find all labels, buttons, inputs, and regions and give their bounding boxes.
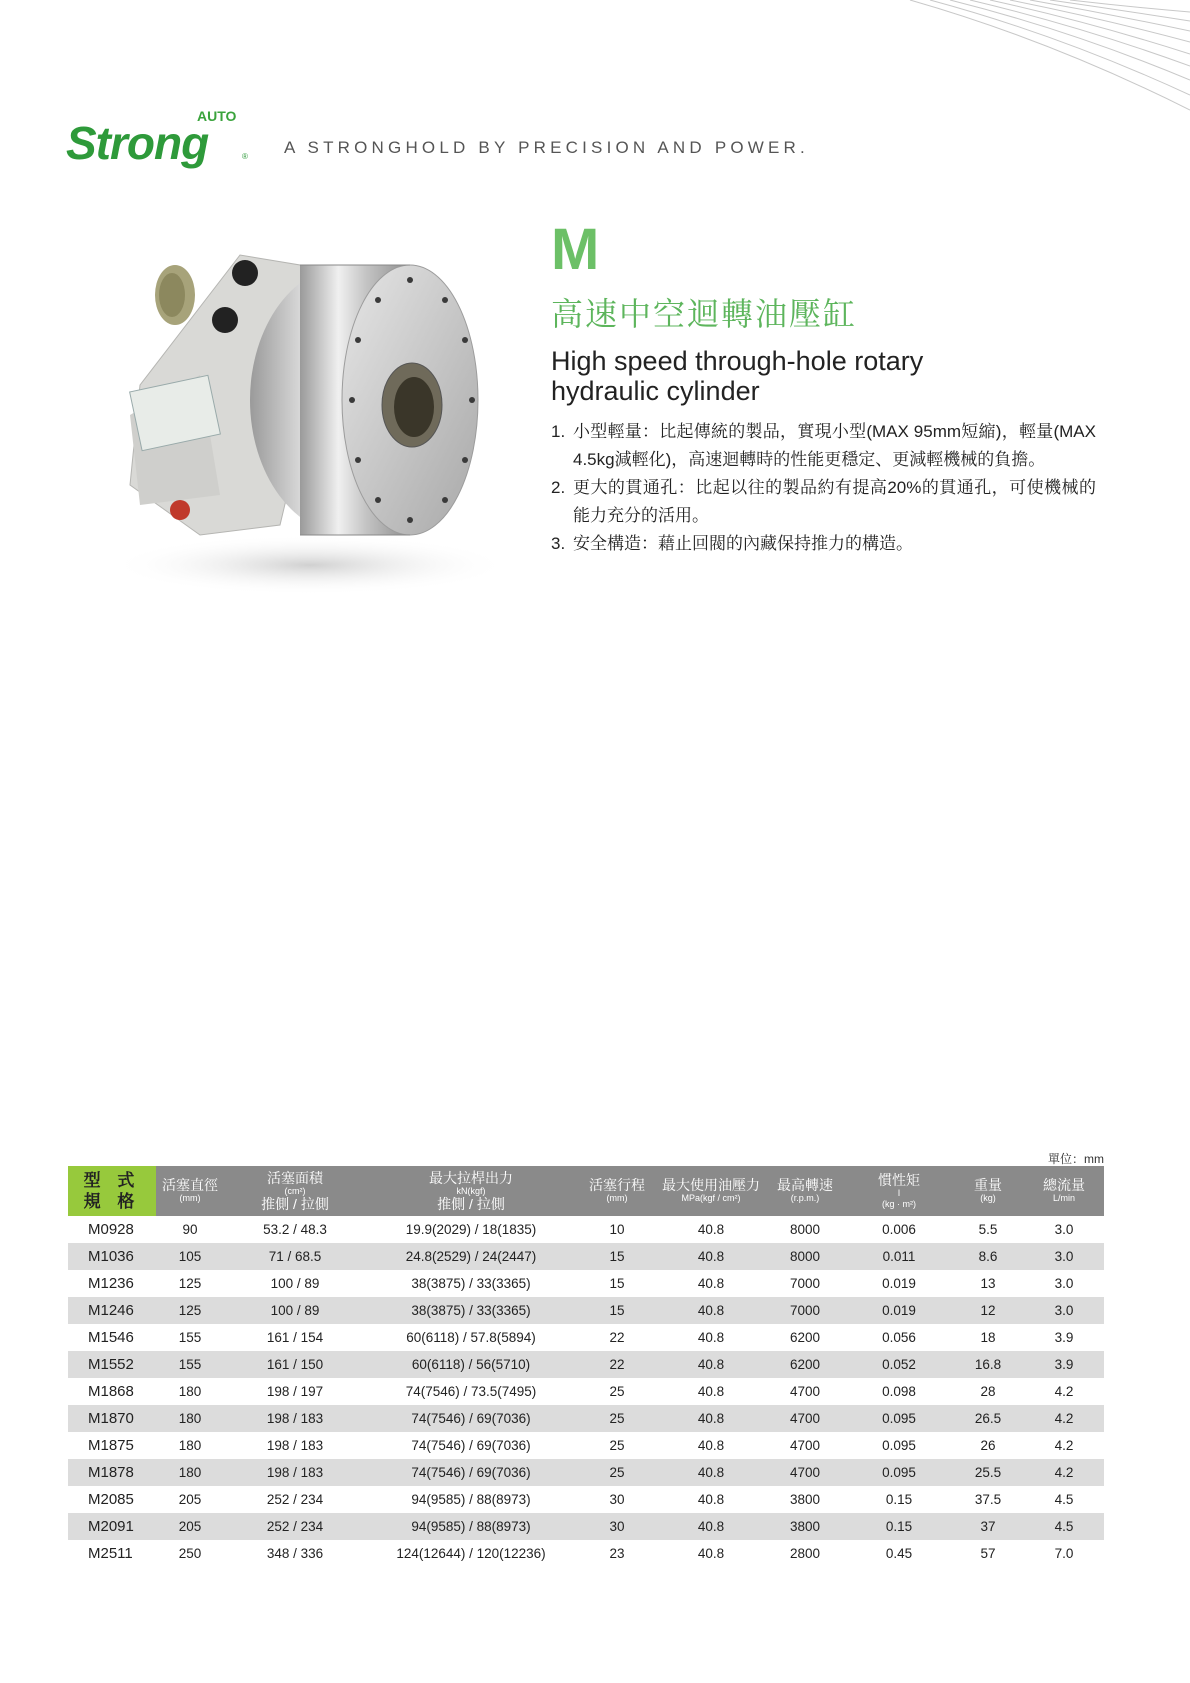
cell-speed: 4700	[789, 1384, 821, 1399]
table-row	[68, 1324, 1104, 1351]
header-flow	[1024, 1166, 1104, 1216]
cell-flow: 3.0	[1054, 1276, 1074, 1291]
brand-tagline: A STRONGHOLD BY PRECISION AND POWER.	[284, 138, 809, 157]
header-model	[68, 1166, 156, 1216]
header-max-force-unit: kN(kgf)	[456, 1185, 486, 1196]
cell-flow: 3.9	[1054, 1330, 1074, 1345]
cell-model: M1878	[68, 1459, 156, 1486]
cell-speed: 7000	[789, 1276, 821, 1291]
cell-stroke: 25	[609, 1438, 625, 1453]
cell-max-force: 38(3875) / 33(3365)	[411, 1276, 531, 1291]
header-model-line2: 規 格	[83, 1192, 141, 1211]
cell-weight: 18	[980, 1330, 996, 1345]
cell-model: M1546	[88, 1329, 134, 1346]
table-row	[68, 1432, 1104, 1459]
cell-pressure: 40.8	[697, 1222, 725, 1237]
header-pressure-unit: MPa(kgf / cm²)	[681, 1193, 741, 1203]
cell-pressure: 40.8	[658, 1513, 764, 1540]
cell-model: M1036	[68, 1243, 156, 1270]
table-row	[68, 1243, 1104, 1270]
header-stroke	[576, 1166, 658, 1216]
cell-model: M1875	[88, 1437, 134, 1454]
cell-model: M0928	[88, 1221, 134, 1238]
cell-pressure: 40.8	[697, 1492, 725, 1507]
cell-piston-area: 53.2 / 48.3	[263, 1222, 327, 1237]
header-speed-unit: (r.p.m.)	[790, 1193, 820, 1203]
feature-number: 1.	[551, 422, 566, 441]
cell-piston-dia: 205	[178, 1492, 202, 1507]
header-max-force	[366, 1166, 576, 1216]
cell-flow: 3.0	[1024, 1243, 1104, 1270]
cell-piston-area: 252 / 234	[266, 1492, 324, 1507]
table-row	[68, 1405, 1104, 1432]
cell-piston-dia: 250	[178, 1546, 202, 1561]
cell-max-force: 24.8(2529) / 24(2447)	[366, 1243, 576, 1270]
header-max-force-label: 最大拉桿出力	[429, 1169, 513, 1186]
cell-stroke: 30	[576, 1513, 658, 1540]
cell-flow: 4.5	[1054, 1492, 1074, 1507]
cell-inertia: 0.15	[846, 1513, 952, 1540]
cell-pressure: 40.8	[658, 1297, 764, 1324]
cell-pressure: 40.8	[697, 1384, 725, 1399]
cell-max-force: 94(9585) / 88(8973)	[366, 1513, 576, 1540]
cell-piston-area: 100 / 89	[224, 1297, 366, 1324]
cell-piston-area: 161 / 154	[266, 1330, 324, 1345]
header-pressure	[658, 1166, 764, 1216]
table-row	[68, 1297, 1104, 1324]
table-row	[68, 1378, 1104, 1405]
cell-piston-area: 198 / 183	[224, 1405, 366, 1432]
table-row	[68, 1270, 1104, 1297]
cell-flow: 4.2	[1024, 1405, 1104, 1432]
header-model-line1: 型 式	[83, 1171, 141, 1190]
header-piston-area-unit: (cm²)	[284, 1185, 306, 1196]
cell-model: M1552	[68, 1351, 156, 1378]
product-image	[100, 235, 540, 615]
header-piston-dia-label: 活塞直徑	[162, 1177, 218, 1193]
cell-speed: 8000	[764, 1243, 846, 1270]
brand-logo	[66, 104, 256, 170]
cell-model: M2511	[88, 1545, 133, 1562]
cell-weight: 57	[980, 1546, 996, 1561]
cell-weight: 12	[952, 1297, 1024, 1324]
cell-stroke: 25	[576, 1405, 658, 1432]
cell-model: M1870	[68, 1405, 156, 1432]
feature-number: 3.	[551, 534, 566, 553]
cell-max-force: 74(7546) / 69(7036)	[411, 1438, 531, 1453]
cell-inertia: 0.095	[846, 1405, 952, 1432]
cell-speed: 6200	[764, 1351, 846, 1378]
header-weight	[952, 1166, 1024, 1216]
cell-stroke: 15	[576, 1243, 658, 1270]
cell-pressure: 40.8	[697, 1276, 725, 1291]
cell-speed: 6200	[789, 1330, 821, 1345]
cell-stroke: 25	[576, 1459, 658, 1486]
cell-model: M2091	[68, 1513, 156, 1540]
cell-model: M1236	[88, 1275, 134, 1292]
cell-stroke: 15	[609, 1276, 625, 1291]
cell-speed: 3800	[789, 1492, 821, 1507]
cell-pressure: 40.8	[697, 1330, 725, 1345]
product-title-en: High speed through-hole rotary hydraulic cylinder	[551, 346, 924, 406]
cell-max-force: 60(6118) / 56(5710)	[366, 1351, 576, 1378]
cell-weight: 25.5	[952, 1459, 1024, 1486]
cell-pressure: 40.8	[697, 1546, 725, 1561]
cell-speed: 4700	[764, 1459, 846, 1486]
cell-stroke: 15	[576, 1297, 658, 1324]
cell-pressure: 40.8	[658, 1243, 764, 1270]
cell-inertia: 0.056	[882, 1330, 916, 1345]
cell-inertia: 0.098	[882, 1384, 916, 1399]
cell-speed: 4700	[789, 1438, 821, 1453]
feature-list	[551, 418, 1096, 558]
cell-weight: 13	[980, 1276, 996, 1291]
decorative-arcs	[890, 0, 1190, 120]
cell-model: M2085	[88, 1491, 134, 1508]
cell-piston-dia: 180	[178, 1438, 202, 1453]
feature-item	[551, 530, 1096, 558]
cell-piston-dia: 205	[156, 1513, 224, 1540]
cell-piston-dia: 180	[156, 1405, 224, 1432]
product-title-zh: 高速中空迴轉油壓缸	[551, 296, 858, 332]
header-stroke-label: 活塞行程	[589, 1177, 645, 1193]
feature-number: 2.	[551, 478, 566, 497]
table-row	[68, 1351, 1104, 1378]
header-speed	[764, 1166, 846, 1216]
cell-speed: 3800	[764, 1513, 846, 1540]
header-piston-dia	[156, 1166, 224, 1216]
cell-max-force: 38(3875) / 33(3365)	[366, 1297, 576, 1324]
table-unit-note: 單位：mm	[1048, 1152, 1104, 1166]
cell-piston-dia: 125	[178, 1276, 202, 1291]
cell-speed: 8000	[789, 1222, 821, 1237]
table-row	[68, 1459, 1104, 1486]
cell-weight: 16.8	[952, 1351, 1024, 1378]
logo-wordmark: Strong	[66, 117, 209, 169]
header-weight-label: 重量	[974, 1177, 1002, 1193]
logo-registered-mark: ®	[242, 152, 248, 161]
feature-text: 小型輕量：比起傳統的製品，實現小型(MAX 95mm短縮)，輕量(MAX 4.5kg減輕化)，高速迴轉時的性能更穩定、更減輕機械的負擔。	[573, 422, 1096, 469]
feature-item	[551, 474, 1096, 530]
product-model: M	[551, 217, 600, 282]
cell-inertia: 0.019	[882, 1276, 916, 1291]
cell-flow: 3.0	[1054, 1222, 1074, 1237]
table-row	[68, 1486, 1104, 1513]
cell-inertia: 0.006	[882, 1222, 916, 1237]
logo-auto-text: AUTO	[197, 108, 237, 124]
cell-weight: 8.6	[952, 1243, 1024, 1270]
cell-piston-dia: 90	[182, 1222, 198, 1237]
cell-stroke: 25	[609, 1384, 625, 1399]
cell-pressure: 40.8	[658, 1405, 764, 1432]
cell-inertia: 0.019	[846, 1297, 952, 1324]
cell-weight: 26	[980, 1438, 996, 1453]
cell-weight: 37.5	[974, 1492, 1002, 1507]
cell-inertia: 0.095	[882, 1438, 916, 1453]
cell-stroke: 10	[609, 1222, 625, 1237]
cell-stroke: 30	[609, 1492, 625, 1507]
cell-max-force: 74(7546) / 73.5(7495)	[405, 1384, 537, 1399]
cell-max-force: 74(7546) / 69(7036)	[366, 1405, 576, 1432]
cell-pressure: 40.8	[697, 1438, 725, 1453]
table-row	[68, 1513, 1104, 1540]
cell-flow: 7.0	[1054, 1546, 1074, 1561]
cell-max-force: 74(7546) / 69(7036)	[366, 1459, 576, 1486]
header-piston-area-sub: 推側 / 拉側	[261, 1195, 329, 1212]
table-row	[68, 1540, 1104, 1567]
cell-flow: 3.9	[1024, 1351, 1104, 1378]
cell-pressure: 40.8	[658, 1351, 764, 1378]
cell-flow: 4.2	[1054, 1384, 1074, 1399]
cell-piston-area: 71 / 68.5	[224, 1243, 366, 1270]
cell-max-force: 124(12644) / 120(12236)	[396, 1546, 546, 1561]
feature-text: 更大的貫通孔：比起以往的製品約有提高20%的貫通孔，可使機械的能力充分的活用。	[573, 478, 1096, 525]
cell-stroke: 23	[609, 1546, 625, 1561]
cell-weight: 28	[980, 1384, 996, 1399]
header-flow-label: 總流量	[1043, 1177, 1085, 1193]
cell-inertia: 0.15	[885, 1492, 913, 1507]
cell-piston-dia: 125	[156, 1297, 224, 1324]
cell-model: M1868	[88, 1383, 134, 1400]
header-pressure-label: 最大使用油壓力	[662, 1177, 760, 1193]
cell-piston-area: 100 / 89	[270, 1276, 320, 1291]
header-inertia-unit: (kg · m²)	[882, 1198, 916, 1209]
cell-max-force: 60(6118) / 57.8(5894)	[406, 1330, 536, 1345]
cell-piston-dia: 105	[156, 1243, 224, 1270]
header-inertia-label: 慣性矩	[878, 1171, 920, 1188]
header-speed-label: 最高轉速	[777, 1177, 833, 1193]
cell-piston-dia: 180	[156, 1459, 224, 1486]
cell-piston-area: 348 / 336	[266, 1546, 324, 1561]
cell-model: M1246	[68, 1297, 156, 1324]
cell-stroke: 22	[576, 1351, 658, 1378]
cell-piston-dia: 155	[156, 1351, 224, 1378]
header-flow-unit: L/min	[1052, 1193, 1075, 1203]
header-weight-unit: (kg)	[980, 1193, 996, 1203]
cell-weight: 37	[952, 1513, 1024, 1540]
feature-item	[551, 418, 1096, 474]
cell-max-force: 19.9(2029) / 18(1835)	[405, 1222, 537, 1237]
header-piston-dia-unit: (mm)	[179, 1193, 201, 1203]
spec-table	[68, 1166, 1104, 1567]
table-header-row	[68, 1166, 1104, 1216]
cell-piston-area: 198 / 183	[224, 1459, 366, 1486]
cell-weight: 26.5	[952, 1405, 1024, 1432]
cell-max-force: 94(9585) / 88(8973)	[411, 1492, 531, 1507]
table-body	[68, 1216, 1104, 1567]
cell-inertia: 0.052	[846, 1351, 952, 1378]
header-inertia-symbol: I	[897, 1187, 901, 1198]
header-inertia	[846, 1166, 952, 1216]
header-stroke-unit: (mm)	[606, 1193, 628, 1203]
cell-piston-dia: 155	[178, 1330, 202, 1345]
cell-inertia: 0.011	[846, 1243, 952, 1270]
header-max-force-sub: 推側 / 拉側	[437, 1195, 505, 1212]
cell-flow: 4.2	[1054, 1438, 1074, 1453]
cell-speed: 7000	[764, 1297, 846, 1324]
cell-flow: 4.2	[1024, 1459, 1104, 1486]
header-piston-area-label: 活塞面積	[267, 1169, 323, 1186]
cell-flow: 4.5	[1024, 1513, 1104, 1540]
cell-speed: 2800	[789, 1546, 821, 1561]
header-piston-area	[224, 1166, 366, 1216]
cell-piston-dia: 180	[178, 1384, 202, 1399]
cell-piston-area: 161 / 150	[224, 1351, 366, 1378]
cell-piston-area: 198 / 197	[266, 1384, 324, 1399]
table-row	[68, 1216, 1104, 1243]
feature-text: 安全構造：藉止回閥的內藏保持推力的構造。	[573, 534, 913, 553]
cell-inertia: 0.095	[846, 1459, 952, 1486]
cell-inertia: 0.45	[885, 1546, 913, 1561]
cell-weight: 5.5	[978, 1222, 998, 1237]
cell-stroke: 22	[609, 1330, 625, 1345]
cell-speed: 4700	[764, 1405, 846, 1432]
cell-pressure: 40.8	[658, 1459, 764, 1486]
cell-piston-area: 198 / 183	[266, 1438, 324, 1453]
cell-piston-area: 252 / 234	[224, 1513, 366, 1540]
cell-flow: 3.0	[1024, 1297, 1104, 1324]
